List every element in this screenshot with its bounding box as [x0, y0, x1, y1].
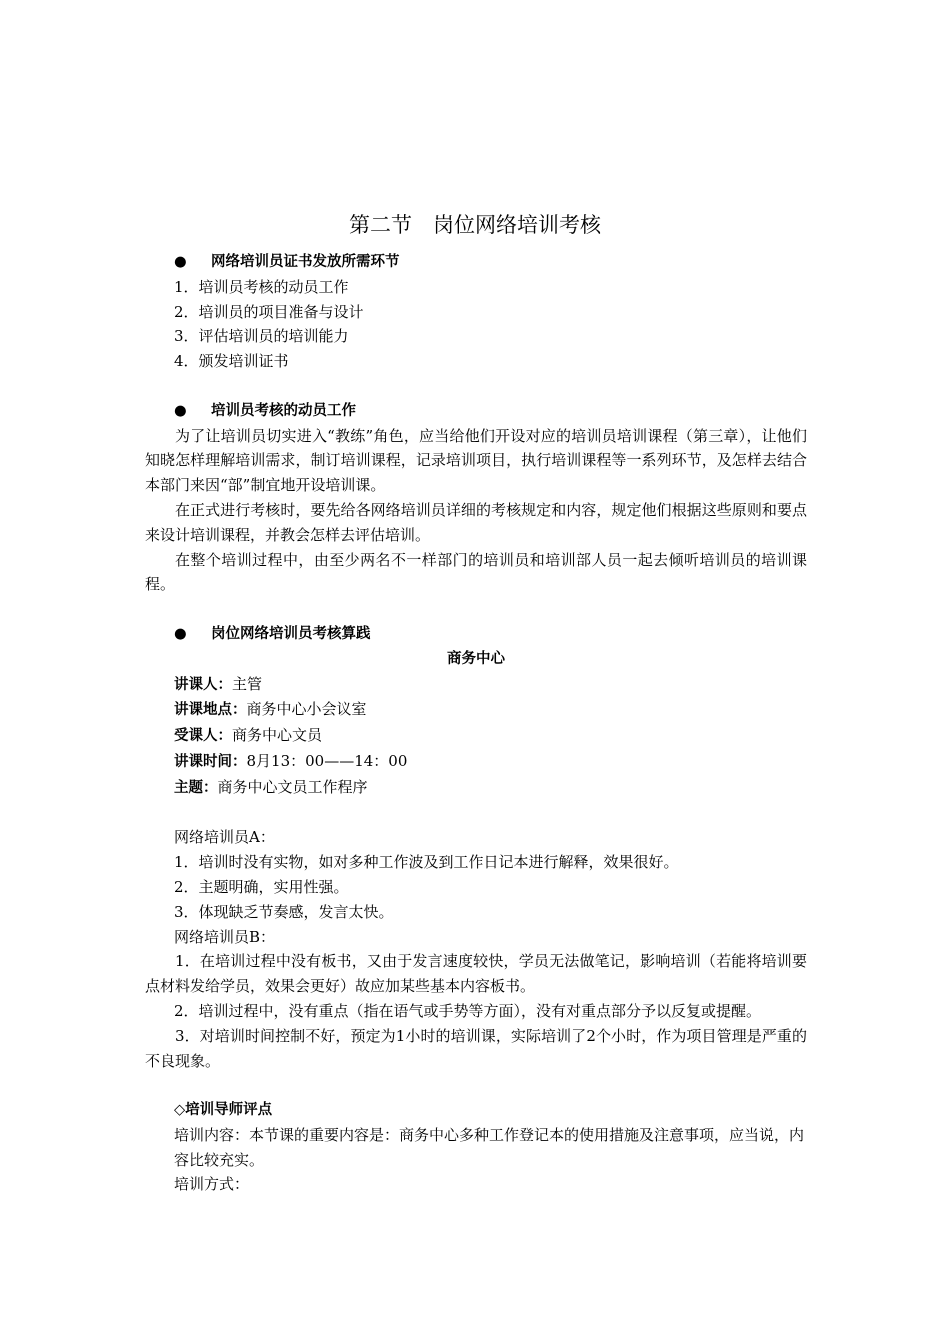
- list-item: 1．在培训过程中没有板书，又由于发言速度较快，学员无法做笔记，影响培训（若能将培训要点材料发给学员，效果会更好）故应加某些基本内容板书。: [145, 952, 807, 996]
- list-item: 2．培训员的项目准备与设计: [174, 302, 364, 321]
- field-value: 8月13：00——14：00: [246, 751, 408, 770]
- field-label: 主题：: [174, 779, 218, 796]
- list-item: 1．培训时没有实物，如对多种工作波及到工作日记本进行解释，效果很好。: [174, 853, 679, 872]
- heading-text: 岗位网络培训员考核算践: [211, 625, 371, 642]
- field-audience: [145, 723, 807, 749]
- list-item: 3．体现缺乏节奏感，发言太快。: [174, 902, 394, 921]
- list-item: 1．培训员考核的动员工作: [174, 277, 349, 296]
- business-center-title: 商务中心: [447, 650, 505, 667]
- list-item: 4．颁发培训证书: [174, 352, 289, 371]
- field-label: 受课人：: [174, 728, 232, 745]
- section-heading-mobilization: [145, 399, 807, 424]
- trainer-b-label: 网络培训员B：: [174, 927, 276, 946]
- spacer: [145, 1073, 807, 1098]
- paragraph: 培训内容：本节课的重要内容是：商务中心多种工作登记本的使用措施及注意事项，应当说，内容比较充实。: [174, 1125, 805, 1169]
- spacer: [145, 801, 807, 826]
- list-item: 2．培训过程中，没有重点（指在语气或手势等方面），没有对重点部分予以反复或提醒。: [174, 1001, 762, 1020]
- list-item: 3．对培训时间控制不好，预定为1小时的培训课，实际培训了2个小时，作为项目管理是严重的不良现象。: [145, 1026, 807, 1070]
- list-item: 2．主题明确，实用性强。: [174, 877, 349, 896]
- field-value: 主管: [232, 674, 263, 693]
- page-title: 第二节 岗位网络培训考核: [349, 213, 601, 237]
- field-label: 讲课人：: [174, 676, 232, 693]
- trainer-a-label: 网络培训员A：: [174, 828, 275, 847]
- document-body: [145, 250, 807, 1197]
- paragraph: 为了让培训员切实进入“教练”角色，应当给他们开设对应的培训员培训课程（第三章），让他们知晓怎样理解培训需求，制订培训课程，记录培训项目，执行培训课程等一系列环节，及怎样去结合本部门来因“部”制宜地开设培训课。: [145, 426, 807, 495]
- list-item: 3．评估培训员的培训能力: [174, 327, 349, 346]
- field-value: 商务中心文员工作程序: [217, 777, 368, 796]
- heading-text: 培训员考核的动员工作: [211, 402, 356, 419]
- spacer: [145, 374, 807, 399]
- paragraph: 培训方式：: [174, 1175, 250, 1194]
- field-time: [145, 749, 807, 775]
- field-label: 讲课时间：: [174, 753, 247, 770]
- heading-text: 网络培训员证书发放所需环节: [211, 254, 400, 270]
- paragraph: 在正式进行考核时，要先给各网络培训员详细的考核规定和内容，规定他们根据这些原则和要点来设计培训课程，并教会怎样去评估培训。: [145, 500, 807, 544]
- paragraph: 在整个培训过程中，由至少两名不一样部门的培训员和培训部人员一起去倾听培训员的培训课程。: [145, 550, 807, 594]
- spacer: [145, 597, 807, 622]
- bullet-icon: ●: [174, 254, 187, 270]
- field-location: [145, 697, 807, 723]
- field-value: 商务中心文员: [232, 726, 323, 745]
- bullet-icon: ●: [174, 625, 187, 642]
- field-value: 商务中心小会议室: [246, 700, 367, 719]
- field-lecturer: [145, 672, 807, 698]
- section-heading-certificate: [145, 250, 807, 275]
- field-topic: [145, 775, 807, 801]
- bullet-icon: ●: [174, 402, 187, 419]
- field-label: 讲课地点：: [174, 702, 247, 719]
- section-heading-practice: [145, 622, 807, 647]
- section-heading-mentor-review: ◇培训导师评点: [174, 1102, 273, 1119]
